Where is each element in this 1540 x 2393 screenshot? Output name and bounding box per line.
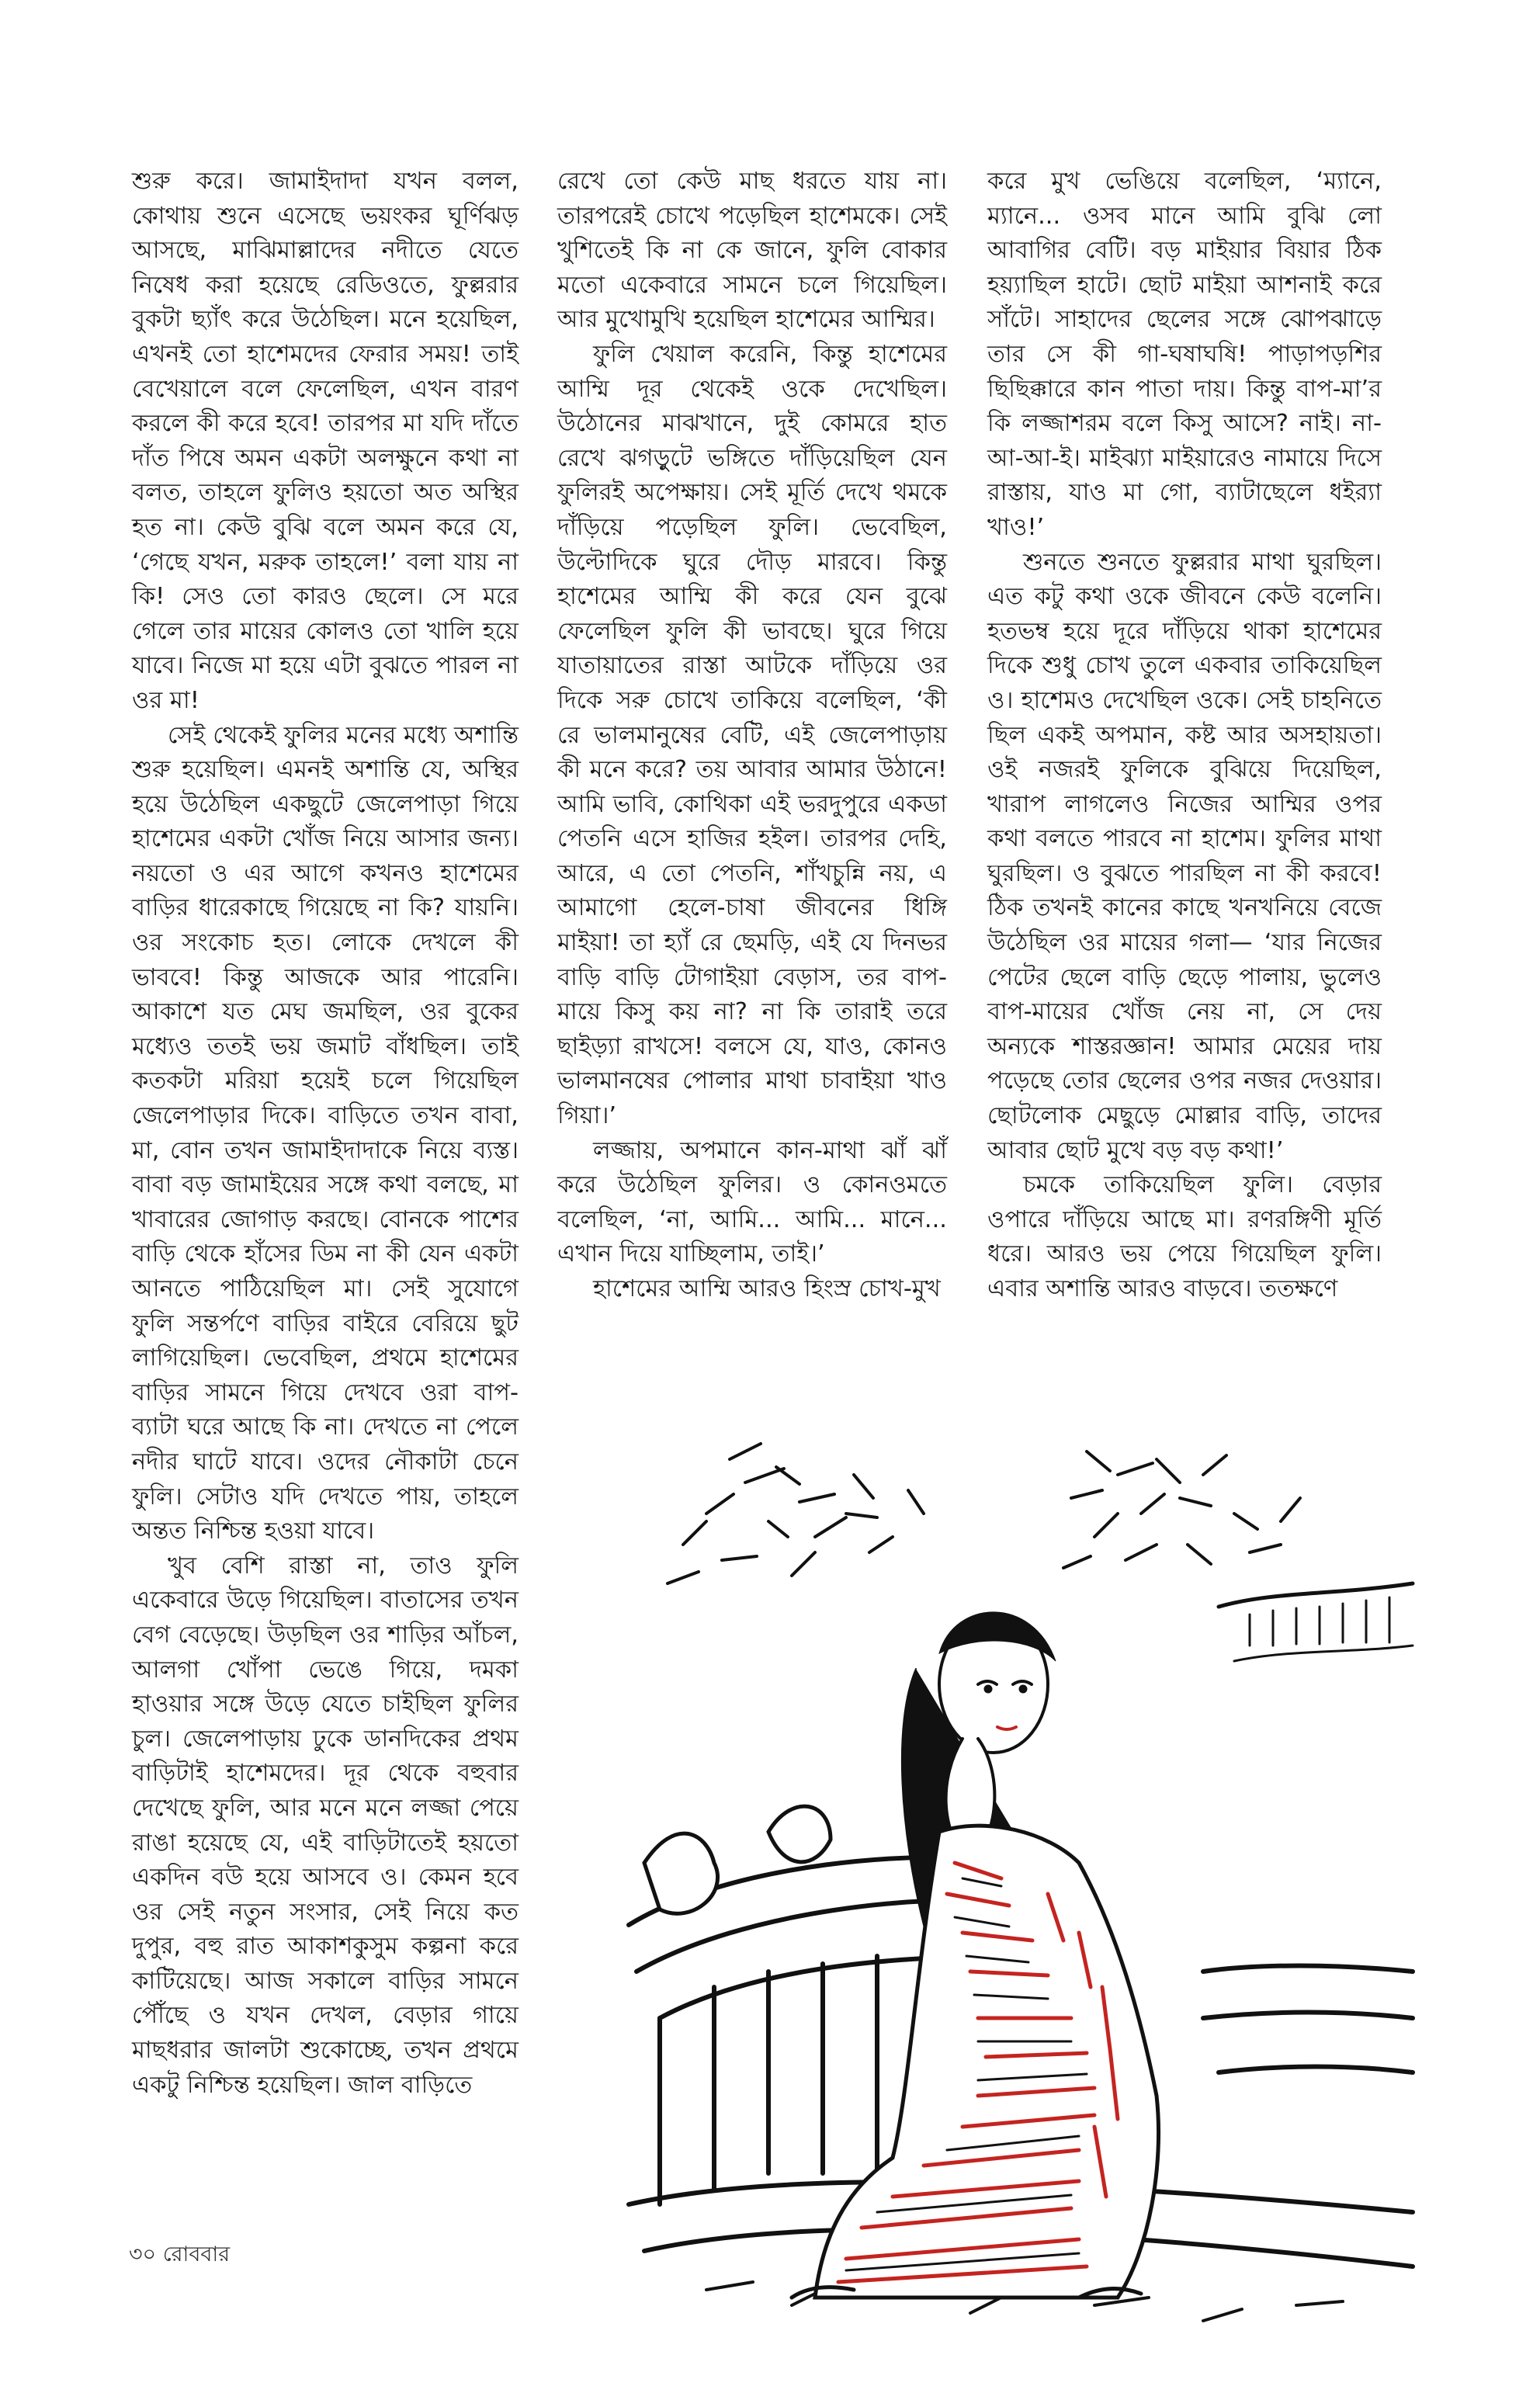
sky-hatching (668, 1444, 1300, 1583)
page-folio: ৩০ রোববার (129, 2242, 231, 2266)
paragraph: করে মুখ ভেঙিয়ে বলেছিল, ‘ম্যানে, ম্যানে... ওসব মানে আমি বুঝি লো আবাগির বেটি। বড় মাইয়ার বিয়ার ঠিক হয়্যাছিল হাটে। ছোট মাইয়া আশনাই করে সাঁটে। সাহাদের ছেলের সঙ্গে ঝোপঝাড়ে তার সে কী গা-ঘষাঘষি! পাড়াপড়শির ছিছিক্কারে কান পাতা দায়। কিন্তু বাপ-মা’র কি লজ্জাশরম বলে কিসু আসে? নাই। না-আ-আ-ই। মাইঝ্যা মাইয়ারেও নামায়ে দিসে রাস্তায়, যাও মা গো, ব্যাটাছেলে ধইর‍্যা খাও!’ (987, 168, 1382, 541)
woman-seated-on-bench-illustration (613, 1428, 1420, 2352)
paragraph: চমকে তাকিয়েছিল ফুলি। বেড়ার ওপারে দাঁড়িয়ে আছে মা। রণরঙ্গিণী মূর্তি ধরে। আরও ভয় পেয়ে গিয়েছিল ফুলি। এবার অশান্তি আরও বাড়বে। ততক্ষণে (987, 1171, 1382, 1302)
paragraph: রেখে তো কেউ মাছ ধরতে যায় না। তারপরেই চোখে পড়েছিল হাশেমকে। সেই খুশিতেই কি না কে জানে, ফুলি বোকার মতো একেবারে সামনে চলে গিয়েছিল। আর মুখোমুখি হয়েছিল হাশেমের আম্মির। (557, 168, 947, 334)
paragraph: ফুলি খেয়াল করেনি, কিন্তু হাশেমের আম্মি দূর থেকেই ওকে দেখেছিল। উঠোনের মাঝখানে, দুই কোমরে হাত রেখে ঝগড়ুটে ভঙ্গিতে দাঁড়িয়েছিল যেন ফুলিরই অপেক্ষায়। সেই মূর্তি দেখে থমকে দাঁড়িয়ে পড়েছিল ফুলি। ভেবেছিল, উল্টোদিকে ঘুরে দৌড় মারবে। কিন্তু হাশেমের আম্মি কী করে যেন বুঝে ফেলেছিল ফুলি কী ভাবছে। ঘুরে গিয়ে যাতায়াতের রাস্তা আটকে দাঁড়িয়ে ওর দিকে সরু চোখে তাকিয়ে বলেছিল, ‘কী রে ভালমানুষের বেটি, এই জেলেপাড়ায় কী মনে করে? তয় আবার আমার উঠানে! আমি ভাবি, কোথিকা এই ভরদুপুরে একডা পেতনি এসে হাজির হইল। তারপর দেহি, আরে, এ তো পেতনি, শাঁখচুন্নি নয়, এ আমাগো হেলে-চাষা জীবনের ধিঙ্গি মাইয়া! তা হ্যাঁ রে ছেমড়ি, এই যে দিনভর বাড়ি বাড়ি টোগাইয়া বেড়াস, তর বাপ-মায়ে কিসু কয় না? না কি তারাই তরে ছাইড়্যা রাখসে! বলসে যে, যাও, কোনও ভালমানষের পোলার মাথা চাবাইয়া খাও গিয়া।’ (557, 340, 947, 1130)
paragraph: শুরু করে। জামাইদাদা যখন বলল, কোথায় শুনে এসেছে ভয়ংকর ঘূর্ণিঝড় আসছে, মাঝিমাল্লাদের নদীতে যেতে নিষেধ করা হয়েছে রেডিওতে, ফুল্লরার বুকটা ছ্যাঁৎ করে উঠেছিল। মনে হয়েছিল, এখনই তো হাশেমদের ফেরার সময়! তাই বেখেয়ালে বলে ফেলেছিল, এখন বারণ করলে কী করে হবে! তারপর মা যদি দাঁতে দাঁত পিষে অমন একটা অলক্ষুনে কথা না বলত, তাহলে ফুলিও হয়তো অত অস্থির হত না। কেউ বুঝি বলে অমন করে যে, ‘গেছে যখন, মরুক তাহলে!’ বলা যায় না কি! সেও তো কারও ছেলে। সে মরে গেলে তার মায়ের কোলও তো খালি হয়ে যাবে। নিজে মা হয়ে এটা বুঝতে পারল না ওর মা! (132, 168, 519, 714)
article-column-1 (132, 165, 519, 2103)
paragraph: সেই থেকেই ফুলির মনের মধ্যে অশান্তি শুরু হয়েছিল। এমনই অশান্তি যে, অস্থির হয়ে উঠেছিল একছুটে জেলেপাড়া গিয়ে হাশেমের একটা খোঁজ নিয়ে আসার জন্য। নয়তো ও এর আগে কখনও হাশেমের বাড়ির ধারেকাছে গিয়েছে না কি? যায়নি। ওর সংকোচ হত। লোকে দেখলে কী ভাববে! কিন্তু আজকে আর পারেনি। আকাশে যত মেঘ জমছিল, ওর বুকের মধ্যেও ততই ভয় জমাট বাঁধছিল। তাই কতকটা মরিয়া হয়েই চলে গিয়েছিল জেলেপাড়ার দিকে। বাড়িতে তখন বাবা, মা, বোন তখন জামাইদাদাকে নিয়ে ব্যস্ত। বাবা বড় জামাইয়ের সঙ্গে কথা বলছে, মা খাবারের জোগাড় করছে। বোনকে পাশের বাড়ি থেকে হাঁসের ডিম না কী যেন একটা আনতে পাঠিয়েছিল মা। সেই সুযোগে ফুলি সন্তর্পণে বাড়ির বাইরে বেরিয়ে ছুট লাগিয়েছিল। ভেবেছিল, প্রথমে হাশেমের বাড়ির সামনে গিয়ে দেখবে ওরা বাপ-ব্যাটা ঘরে আছে কি না। দেখতে না পেলে নদীর ঘাটে যাবে। ওদের নৌকাটা চেনে ফুলি। সেটাও যদি দেখতে পায়, তাহলে অন্তত নিশ্চিন্ত হওয়া যাবে। (132, 721, 519, 1545)
article-column-3 (987, 165, 1382, 1307)
article-column-2 (557, 165, 947, 1307)
paragraph: খুব বেশি রাস্তা না, তাও ফুলি একেবারে উড়ে গিয়েছিল। বাতাসের তখন বেগ বেড়েছে। উড়ছিল ওর শাড়ির আঁচল, আলগা খোঁপা ভেঙে গিয়ে, দমকা হাওয়ার সঙ্গে উড়ে যেতে চাইছিল ফুলির চুল। জেলেপাড়ায় ঢুকে ডানদিকের প্রথম বাড়িটাই হাশেমদের। দূর থেকে বহুবার দেখেছে ফুলি, আর মনে মনে লজ্জা পেয়ে রাঙা হয়েছে যে, এই বাড়িটাতেই হয়তো একদিন বউ হয়ে আসবে ও। কেমন হবে ওর সেই নতুন সংসার, সেই নিয়ে কত দুপুর, বহু রাত আকাশকুসুম কল্পনা করে কাটিয়েছে। আজ সকালে বাড়ির সামনে পৌঁছে ও যখন দেখল, বেড়ার গায়ে মাছধরার জালটা শুকোচ্ছে, তখন প্রথমে একটু নিশ্চিন্ত হয়েছিল। জাল বাড়িতে (132, 1552, 519, 2099)
paragraph: লজ্জায়, অপমানে কান-মাথা ঝাঁ ঝাঁ করে উঠেছিল ফুলির। ও কোনওমতে বলেছিল, ‘না, আমি... আমি... মানে... এখান দিয়ে যাচ্ছিলাম, তাই।’ (557, 1136, 947, 1268)
paragraph: হাশেমের আম্মি আরও হিংস্র চোখ-মুখ (593, 1275, 941, 1302)
paragraph: শুনতে শুনতে ফুল্লরার মাথা ঘুরছিল। এত কটু কথা ওকে জীবনে কেউ বলেনি। হতভম্ব হয়ে দূরে দাঁড়িয়ে থাকা হাশেমের দিকে শুধু চোখ তুলে একবার তাকিয়েছিল ও। হাশেমও দেখেছিল ওকে। সেই চাহনিতে ছিল একই অপমান, কষ্ট আর অসহায়তা। ওই নজরই ফুলিকে বুঝিয়ে দিয়েছিল, খারাপ লাগলেও নিজের আম্মির ওপর কথা বলতে পারবে না হাশেম। ফুলির মাথা ঘুরছিল। ও বুঝতে পারছিল না কী করবে! ঠিক তখনই কানের কাছে খনখনিয়ে বেজে উঠেছিল ওর মায়ের গলা— ‘যার নিজের পেটের ছেলে বাড়ি ছেড়ে পালায়, ভুলেও বাপ-মায়ের খোঁজ নেয় না, সে দেয় অন্যকে শাস্তরজ্ঞান! আমার মেয়ের দায় পড়েছে তোর ছেলের ওপর নজর দেওয়ার। ছোটলোক মেছুড়ে মোল্লার বাড়ি, তাদের আবার ছোট মুখে বড় বড় কথা!’ (987, 548, 1382, 1164)
